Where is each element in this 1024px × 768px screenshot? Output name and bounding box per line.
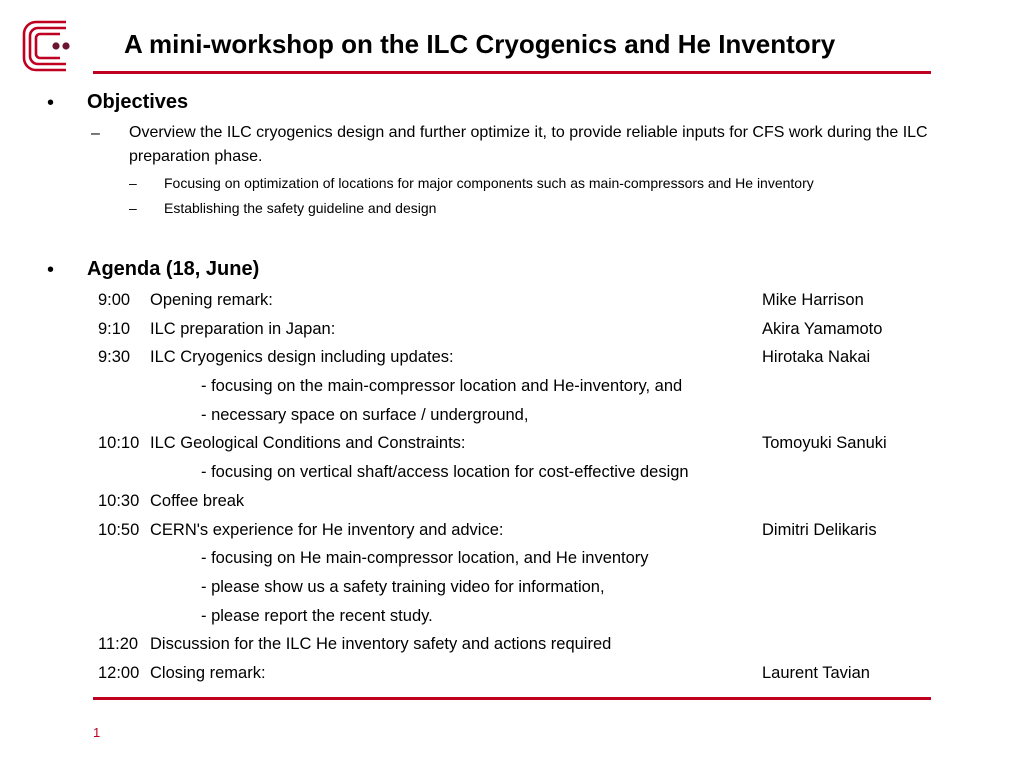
agenda-topic: Coffee break — [150, 491, 245, 510]
agenda-time: 9:00 — [98, 291, 131, 309]
objectives-bullet: • — [47, 92, 55, 114]
agenda-note: - focusing on vertical shaft/access location for cost-effective design — [201, 463, 689, 482]
agenda-topic: Opening remark: — [150, 291, 273, 309]
agenda-speaker: Mike Harrison — [762, 291, 864, 309]
agenda-time: 10:10 — [98, 434, 140, 453]
agenda-row — [98, 429, 918, 458]
objective-main-text: Overview the ILC cryogenics design and further optimize it, to provide reliable inputs for CFS work during the ILC preparation phase. — [129, 124, 928, 165]
agenda-topic: ILC preparation in Japan: — [150, 319, 336, 338]
agenda-row — [98, 343, 918, 372]
cryo-logo-icon — [20, 18, 76, 74]
agenda-row — [98, 630, 918, 659]
agenda-row — [98, 372, 918, 401]
slide-title: A mini-workshop on the ILC Cryogenics and He Inventory — [124, 29, 836, 59]
agenda-speaker: Dimitri Delikaris — [762, 520, 877, 539]
footer-divider — [93, 697, 931, 700]
agenda-topic: CERN's experience for He inventory and advice: — [150, 520, 504, 539]
agenda-speaker: Laurent Tavian — [762, 663, 870, 682]
agenda-speaker: Akira Yamamoto — [762, 319, 883, 338]
agenda-speaker: Hirotaka Nakai — [762, 348, 871, 367]
agenda-row — [98, 286, 918, 315]
agenda-time: 9:30 — [98, 348, 131, 367]
objectives-heading: Objectives — [87, 91, 189, 113]
page-number: 1 — [93, 725, 101, 740]
agenda-note: - please report the recent study. — [201, 606, 433, 625]
title-divider — [93, 71, 931, 74]
agenda-topic: ILC Geological Conditions and Constraints: — [150, 434, 466, 453]
objective-dash: – — [91, 125, 100, 142]
agenda-time: 10:30 — [98, 491, 140, 510]
agenda-row — [98, 315, 918, 344]
agenda-list — [98, 286, 918, 688]
agenda-time: 10:50 — [98, 520, 140, 539]
agenda-row — [98, 516, 918, 545]
agenda-row — [98, 659, 918, 688]
sub-objective-2: Establishing the safety guideline and design — [164, 200, 437, 216]
agenda-topic: Discussion for the ILC He inventory safety and actions required — [150, 635, 612, 654]
agenda-row — [98, 602, 918, 631]
agenda-row — [98, 401, 918, 430]
agenda-row — [98, 487, 918, 516]
agenda-row — [98, 544, 918, 573]
sub-objective-dash: – — [129, 200, 137, 216]
agenda-note: - focusing on He main-compressor location, and He inventory — [201, 549, 649, 568]
agenda-row — [98, 458, 918, 487]
agenda-time: 9:10 — [98, 319, 131, 338]
agenda-topic: Closing remark: — [150, 663, 266, 682]
sub-objective-dash: – — [129, 175, 137, 191]
agenda-heading: Agenda (18, June) — [87, 258, 260, 280]
agenda-time: 12:00 — [98, 663, 140, 682]
agenda-row — [98, 573, 918, 602]
sub-objective-1: Focusing on optimization of locations for major components such as main-compressors and He inventory — [164, 175, 814, 191]
agenda-note: - please show us a safety training video for information, — [201, 577, 605, 596]
agenda-bullet: • — [47, 259, 55, 281]
agenda-note: - necessary space on surface / underground, — [201, 405, 529, 424]
agenda-topic: ILC Cryogenics design including updates: — [150, 348, 454, 367]
agenda-note: - focusing on the main-compressor location and He-inventory, and — [201, 377, 683, 396]
agenda-speaker: Tomoyuki Sanuki — [762, 434, 887, 453]
agenda-time: 11:20 — [98, 635, 139, 654]
